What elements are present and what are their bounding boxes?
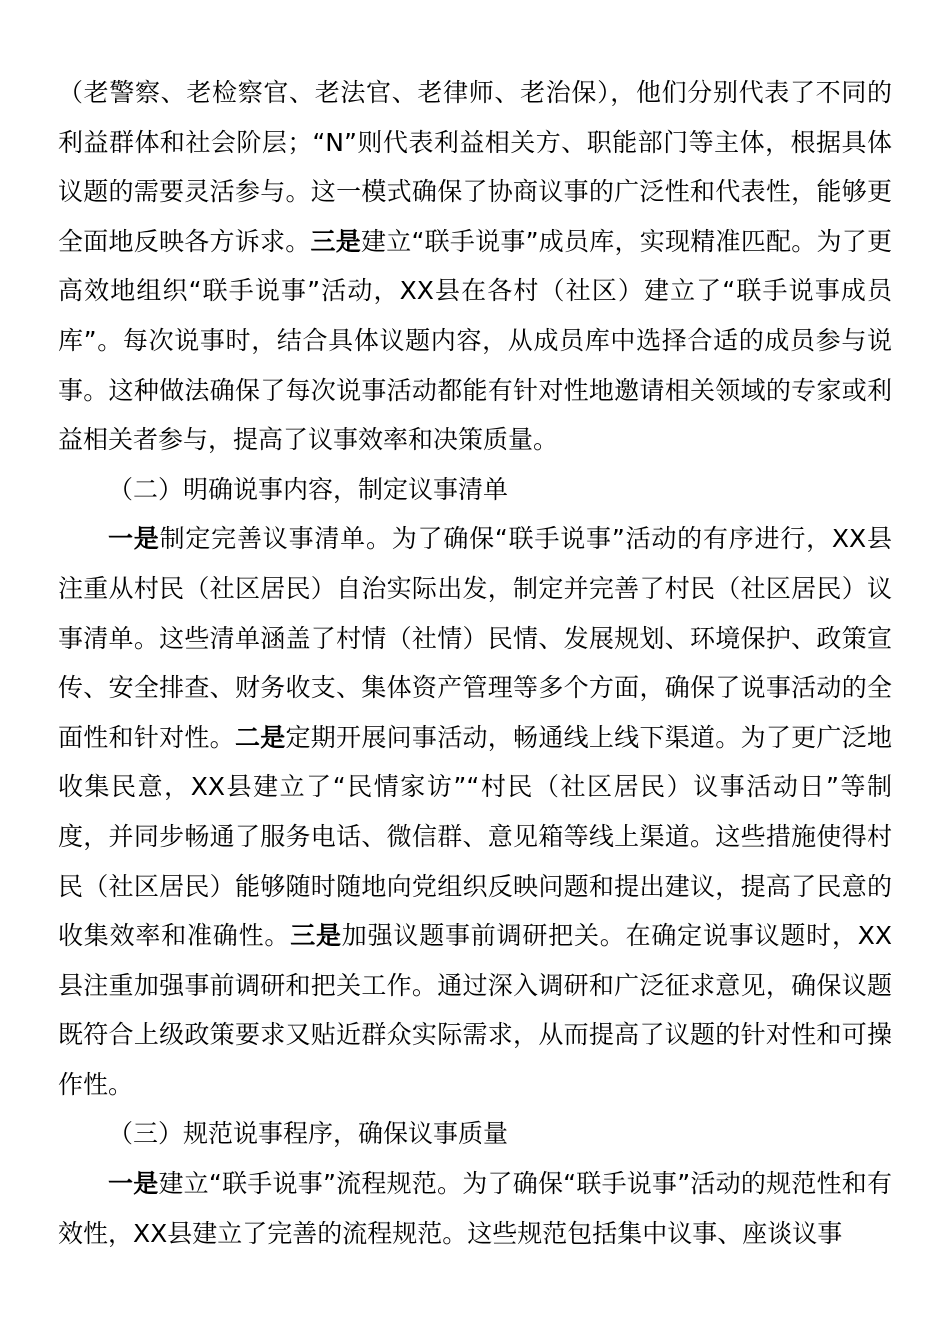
bold-lead: 三是 bbox=[290, 921, 342, 951]
bold-lead: 一是 bbox=[108, 1169, 159, 1199]
bold-lead: 二是 bbox=[234, 722, 286, 752]
text-segment: 建立“联手说事”成员库，实现精准匹配。为了更高效地组织“联手说事”活动，XX县在各村（社区）建立了“联手说事成员库”。每次说事时，结合具体议题内容，从成员库中选择合适的成员参与说事。这种做法确保了每次说事活动都能有针对性地邀请相关领域的专家或利益相关者参与，提高了议事效率和决策质量。 bbox=[58, 226, 892, 455]
paragraph-member-composition bbox=[58, 68, 892, 465]
text-segment: 加强议题事前调研把关。在确定说事议题时，XX县注重加强事前调研和把关工作。通过深入调研和广泛征求意见，确保议题既符合上级政策要求又贴近群众实际需求，从而提高了议题的针对性和可操作性。 bbox=[58, 921, 892, 1099]
document-body bbox=[58, 68, 892, 1258]
text-segment: 建立“联手说事”流程规范。为了确保“联手说事”活动的规范性和有效性，XX县建立了完善的流程规范。这些规范包括集中议事、座谈议事 bbox=[58, 1169, 892, 1248]
paragraph-procedure bbox=[58, 1159, 892, 1258]
bold-lead: 三是 bbox=[310, 226, 361, 256]
section-heading-3: （三）规范说事程序，确保议事质量 bbox=[108, 1119, 509, 1149]
text-segment: 制定完善议事清单。为了确保“联手说事”活动的有序进行，XX县注重从村民（社区居民）自治实际出发，制定并完善了村民（社区居民）议事清单。这些清单涵盖了村情（社情）民情、发展规划、环境保护、政策宣传、安全排查、财务收支、集体资产管理等多个方面，确保了说事活动的全面性和针对性。 bbox=[58, 524, 892, 752]
section-heading-2: （二）明确说事内容，制定议事清单 bbox=[108, 474, 509, 504]
bold-lead: 一是 bbox=[108, 524, 160, 554]
text-segment: （老警察、老检察官、老法官、老律师、老治保），他们分别代表了不同的利益群体和社会阶层；“N”则代表利益相关方、职能部门等主体，根据具体议题的需要灵活参与。这一模式确保了协商议事的广泛性和代表性，能够更全面地反映各方诉求。 bbox=[58, 78, 892, 256]
text-segment: 定期开展问事活动，畅通线上线下渠道。为了更广泛地收集民意，XX县建立了“民情家访”“村民（社区居民）议事活动日”等制度，并同步畅通了服务电话、微信群、意见箱等线上渠道。这些措施使得村民（社区居民）能够随时随地向党组织反映问题和提出建议，提高了民意的收集效率和准确性。 bbox=[58, 722, 892, 951]
paragraph-agenda-list bbox=[58, 514, 892, 1109]
